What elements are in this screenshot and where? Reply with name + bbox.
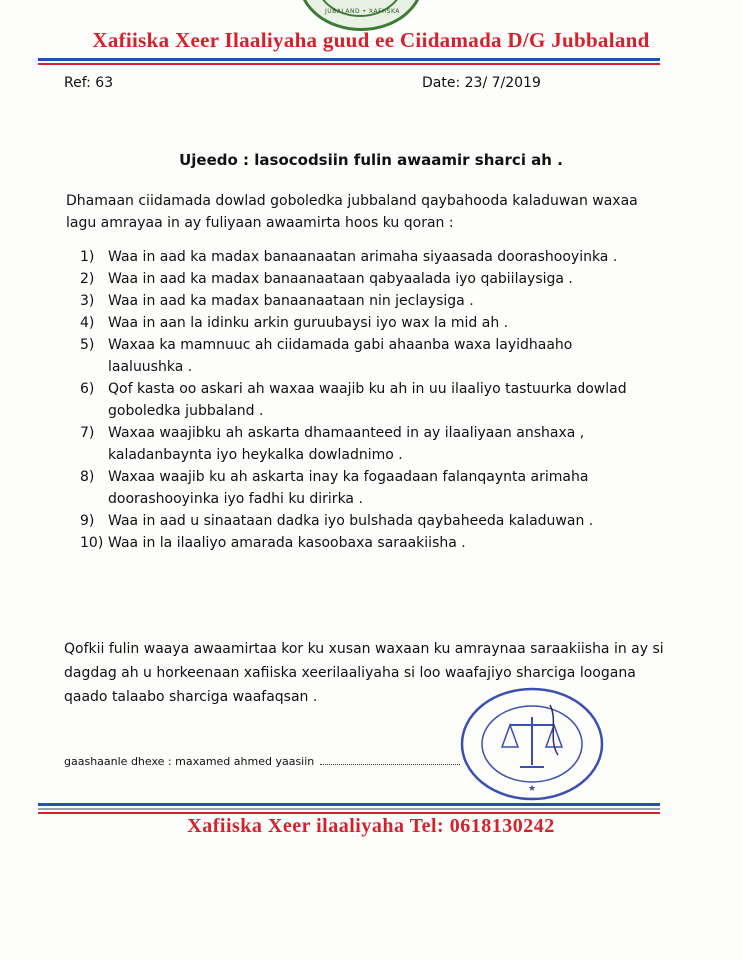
order-text: Waa in aad ka madax banaanaataan qabyaalada iyo qabiilaysiga .	[108, 271, 573, 287]
emblem-logo	[298, 0, 424, 31]
order-number: 4)	[80, 315, 95, 331]
svg-text:★: ★	[527, 784, 537, 794]
closing-paragraph: Qofkii fulin waaya awaamirtaa kor ku xusan waxaan ku amraynaa saraakiisha in ay si dagdag ah u horkeenaan xafiiska xeerilaaliyaha si loo waafajiyo sharciga loogana qaado talaabo sharciga waafaqsan .	[64, 641, 664, 705]
order-number: 7)	[80, 425, 95, 441]
order-number: 8)	[80, 469, 95, 485]
signature-line	[64, 755, 460, 768]
order-item	[80, 532, 640, 554]
order-item	[80, 422, 640, 466]
order-text: Waxaa waajibku ah askarta dhamaanteed in ay ilaaliyaan anshaxa , kaladanbaynta iyo heykalka dowladnimo .	[108, 425, 585, 463]
header-rule-blue	[38, 58, 660, 61]
order-text: Qof kasta oo askari ah waxaa waajib ku ah in uu ilaaliyo tastuurka dowlad goboledka jubbaland .	[108, 381, 627, 419]
signature-dotted-line	[320, 764, 460, 765]
footer-contact: Xafiiska Xeer ilaaliyaha Tel: 0618130242	[187, 815, 555, 837]
order-number: 5)	[80, 337, 95, 353]
emblem-text: JUBALAND • XAFIISKA	[325, 8, 400, 15]
order-number: 1)	[80, 249, 95, 265]
order-item	[80, 510, 640, 532]
order-item	[80, 268, 640, 290]
order-number: 10)	[80, 535, 104, 551]
order-number: 6)	[80, 381, 95, 397]
intro-paragraph: Dhamaan ciidamada dowlad goboledka jubbaland qaybahooda kaladuwan waxaa lagu amrayaa in ay fuliyaan awaamirta hoos ku qoran :	[66, 193, 638, 231]
official-stamp-icon	[458, 685, 606, 803]
footer-rule-red	[38, 812, 660, 814]
footer-rule-blue	[38, 803, 660, 806]
order-number: 9)	[80, 513, 95, 529]
order-text: Waa in la ilaaliyo amarada kasoobaxa saraakiisha .	[108, 535, 466, 551]
order-text: Waa in aad u sinaataan dadka iyo bulshada qaybaheeda kaladuwan .	[108, 513, 594, 529]
order-item	[80, 466, 640, 510]
orders-list	[80, 246, 640, 554]
signatory-name: gaashaanle dhexe : maxamed ahmed yaasiin	[64, 755, 315, 768]
order-text: Waxaa waajib ku ah askarta inay ka fogaadaan falanqaynta arimaha doorashooyinka iyo fadhi ku dirirka .	[108, 469, 589, 507]
order-item	[80, 246, 640, 268]
order-item	[80, 334, 640, 378]
letter-date: Date: 23/ 7/2019	[422, 75, 541, 91]
order-number: 2)	[80, 271, 95, 287]
order-item	[80, 312, 640, 334]
reference-number: Ref: 63	[64, 75, 114, 91]
subject-heading: Ujeedo : lasocodsiin fulin awaamir sharci ah .	[179, 151, 563, 169]
order-text: Waa in aad ka madax banaanaatan arimaha siyaasada doorashooyinka .	[108, 249, 618, 265]
order-number: 3)	[80, 293, 95, 309]
order-text: Waa in aan la idinku arkin guruubaysi iyo wax la mid ah .	[108, 315, 509, 331]
order-text: Waxaa ka mamnuuc ah ciidamada gabi ahaanba waxa layidhaaho laaluushka .	[108, 337, 573, 375]
order-text: Waa in aad ka madax banaanaataan nin jeclaysiga .	[108, 293, 474, 309]
letterhead-title: Xafiiska Xeer Ilaaliyaha guud ee Ciidamada D/G Jubbaland	[92, 28, 650, 52]
order-item	[80, 378, 640, 422]
footer-rule-grey	[38, 808, 660, 810]
order-item	[80, 290, 640, 312]
header-rule-red	[38, 63, 660, 65]
